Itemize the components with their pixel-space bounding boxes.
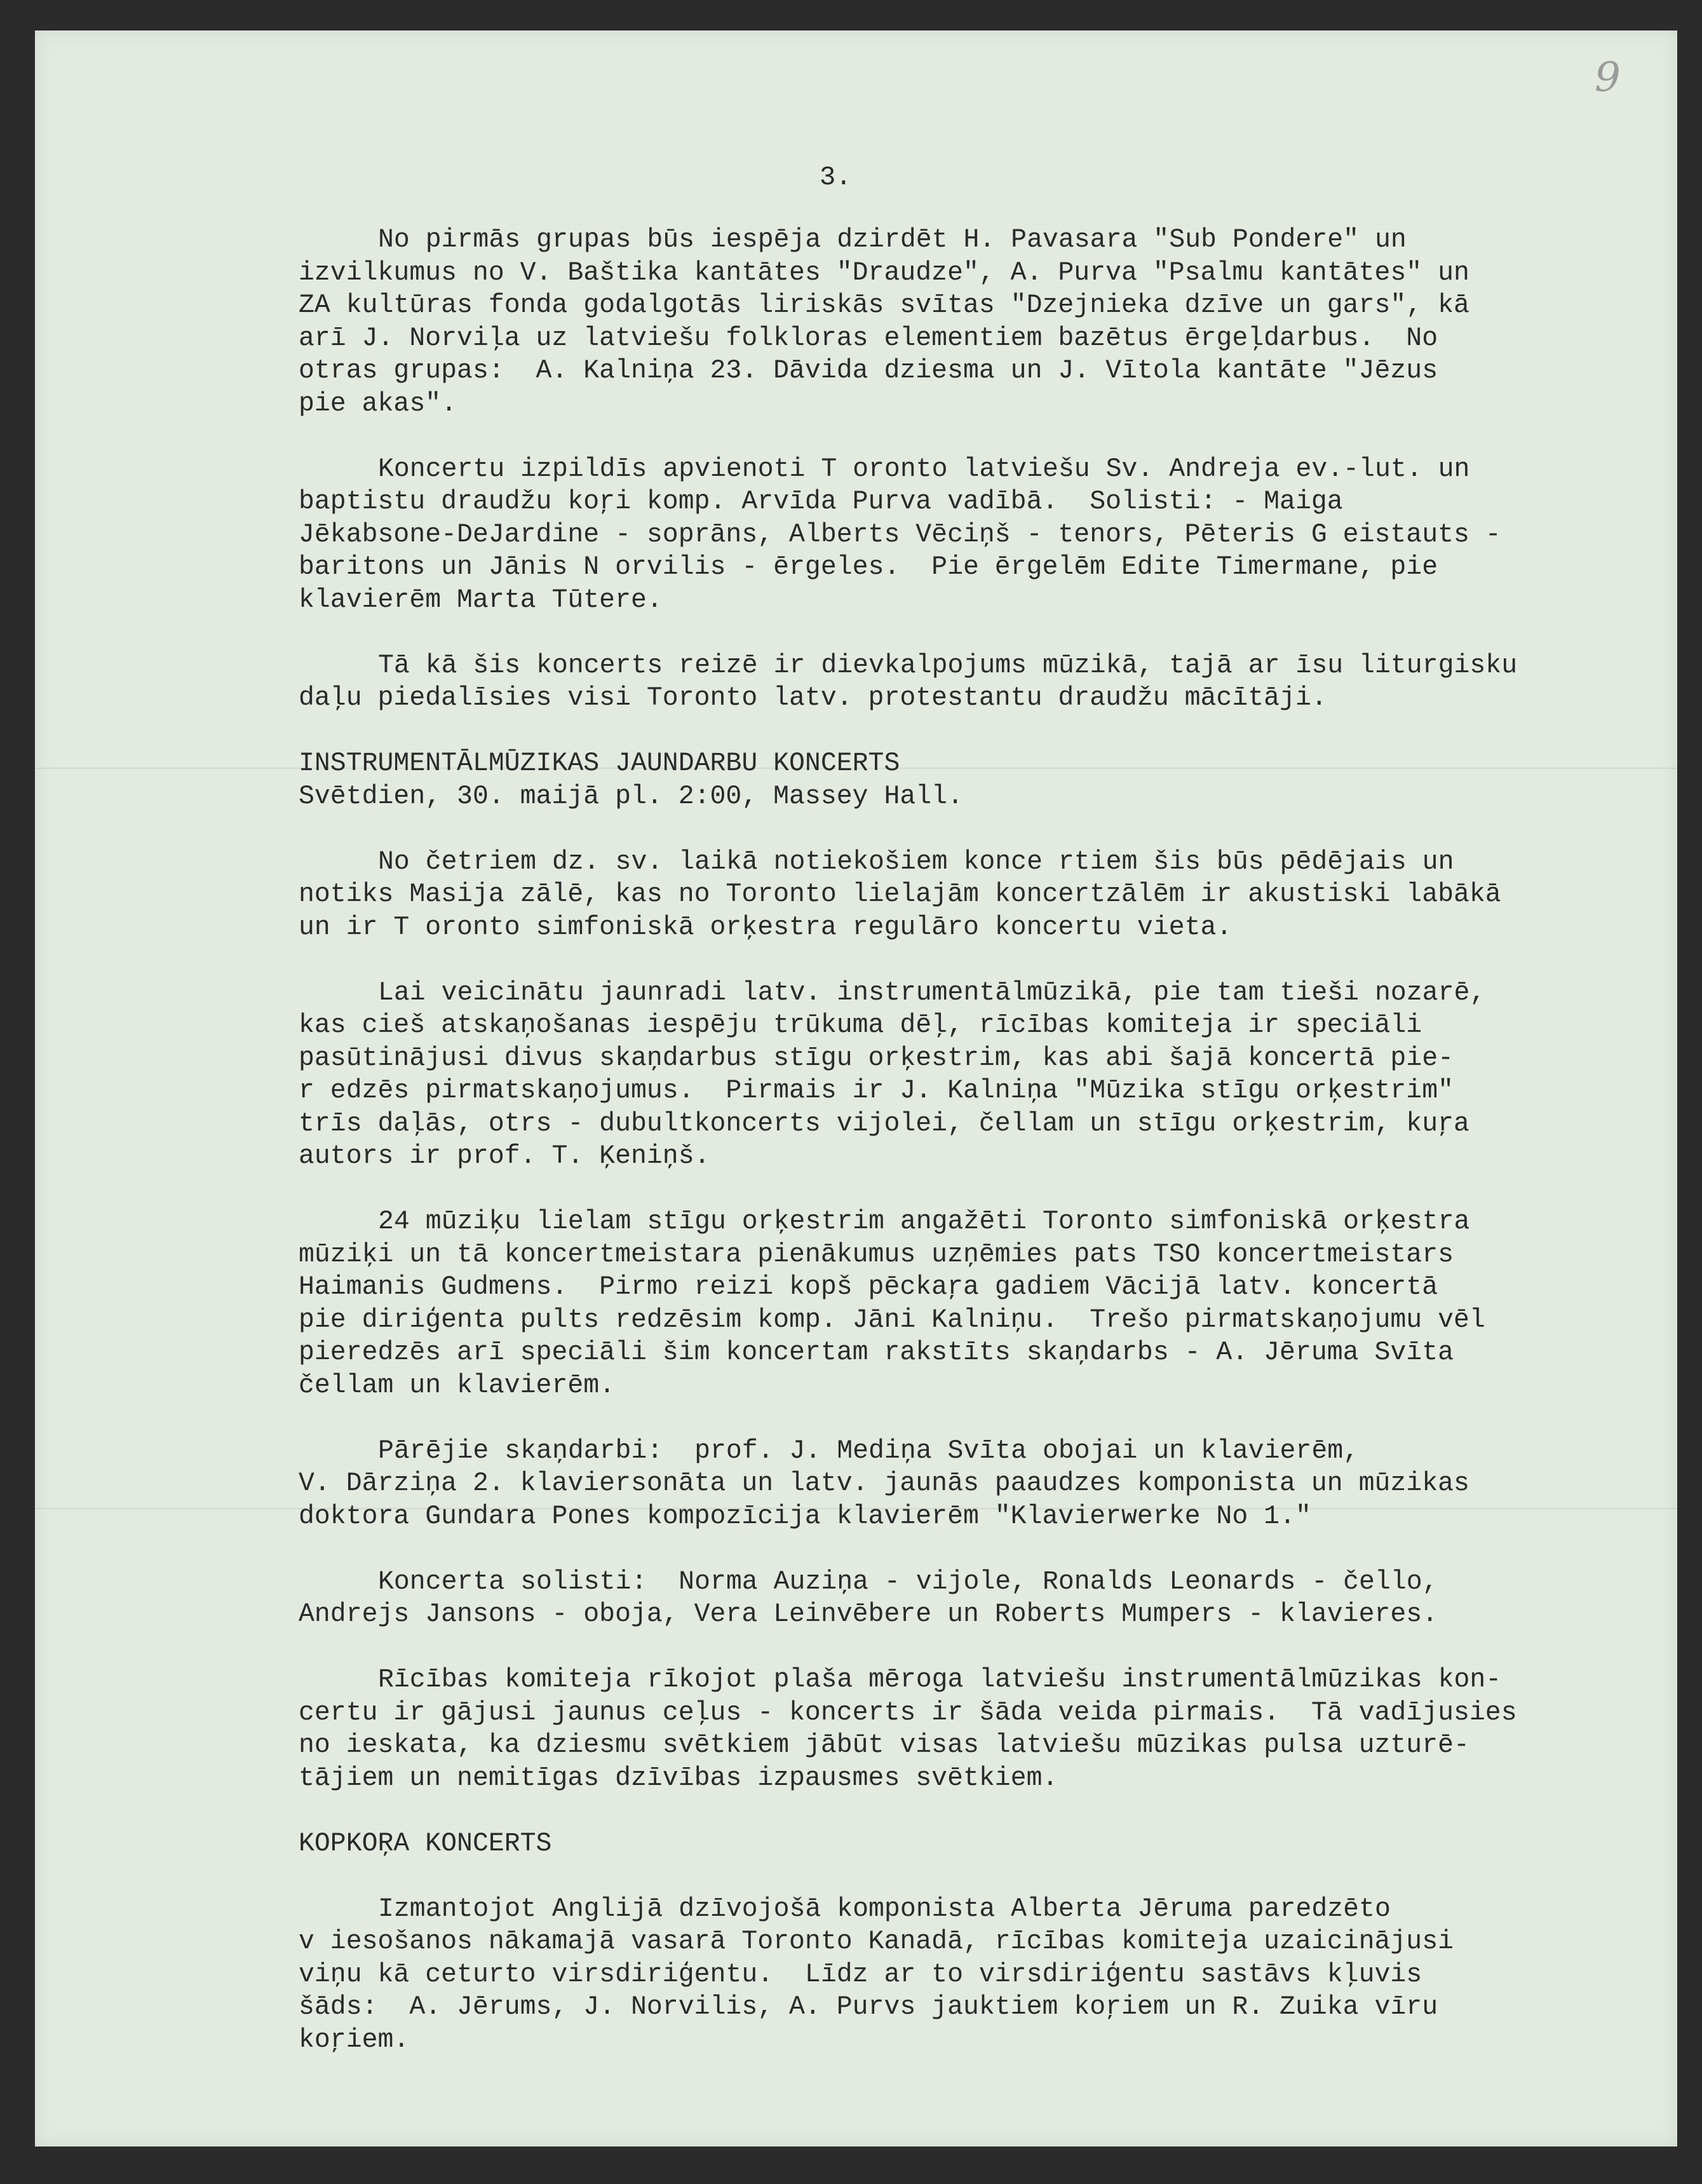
section-heading <box>299 747 1569 813</box>
text-line: Koncertu izpildīs apvienoti T oronto latviešu Sv. Andreja ev.-lut. un <box>378 454 1470 484</box>
text-line: notiks Masija zālē, kas no Toronto lielajām koncertzālēm ir akustiski labākā <box>299 879 1501 909</box>
paragraph <box>299 1205 1569 1402</box>
text-line: Haimanis Gudmens. Pirmo reizi kopš pēckaŗa gadiem Vācijā latv. koncertā <box>299 1272 1438 1302</box>
text-line: v iesošanos nākamajā vasarā Toronto Kanadā, rīcības komiteja uzaicinājusi <box>299 1927 1454 1957</box>
text-line: no ieskata, ka dziesmu svētkiem jābūt visas latviešu mūzikas pulsa uzturē- <box>299 1730 1469 1760</box>
text-line: kas cieš atskaņošanas iespēju trūkuma dēļ, rīcības komiteja ir speciāli <box>299 1010 1422 1040</box>
text-line: doktora Gundara Pones kompozīcija klavierēm "Klavierwerke No 1." <box>299 1501 1311 1531</box>
text-line: pasūtinājusi divus skaņdarbus stīgu orķestrim, kas abi šajā koncertā pie- <box>299 1043 1454 1073</box>
paragraph <box>299 846 1569 944</box>
text-line: Jēkabsone-DeJardine - soprāns, Alberts Vēciņš - tenors, Pēteris G eistauts - <box>299 519 1501 550</box>
text-line: pie akas". <box>299 388 457 419</box>
text-line: baritons un Jānis N orvilis - ērgeles. Pie ērgelēm Edite Timermane, pie <box>299 552 1438 582</box>
paragraph <box>299 649 1569 715</box>
text-line: Rīcības komiteja rīkojot plaša mēroga latviešu instrumentālmūzikas kon- <box>378 1665 1502 1695</box>
text-line: Andrejs Jansons - oboja, Vera Leinvēbere un Roberts Mumpers - klavieres. <box>299 1599 1438 1629</box>
text-line: viņu kā ceturto virsdiriģentu. Līdz ar to virsdiriģentu sastāvs kļuvis <box>299 1959 1422 1990</box>
text-line: No četriem dz. sv. laikā notiekošiem konce rtiem šis būs pēdējais un <box>378 846 1454 877</box>
text-line: tājiem un nemitīgas dzīvības izpausmes svētkiem. <box>299 1763 1058 1793</box>
document-body <box>299 224 1569 2089</box>
handwritten-page-mark: 9 <box>1595 54 1621 101</box>
text-line: pie diriģenta pults redzēsim komp. Jāni Kalniņu. Trešo pirmatskaņojumu vēl <box>299 1305 1485 1335</box>
paragraph <box>299 1893 1569 2057</box>
text-line: ZA kultūras fonda godalgotās liriskās svītas "Dzejnieka dzīve un gars", kā <box>299 290 1469 320</box>
text-line: KOPKOŖA KONCERTS <box>299 1828 552 1859</box>
text-line: un ir T oronto simfoniskā orķestra regulāro koncertu vieta. <box>299 912 1233 942</box>
text-line: Koncerta solisti: Norma Auziņa - vijole, Ronalds Leonards - čello, <box>378 1566 1438 1597</box>
text-line: arī J. Norviļa uz latviešu folkloras elementiem bazētus ērgeļdarbus. No <box>299 323 1438 353</box>
text-line: certu ir gājusi jaunus ceļus - koncerts ir šāda veida pirmais. Tā vadījusies <box>299 1697 1517 1728</box>
text-line: r edzēs pirmatskaņojumus. Pirmais ir J. Kalniņa "Mūzika stīgu orķestrim" <box>299 1076 1454 1106</box>
text-line: baptistu draudžu koŗi komp. Arvīda Purva vadībā. Solisti: - Maiga <box>299 487 1343 517</box>
text-line: šāds: A. Jērums, J. Norvilis, A. Purvs jauktiem koŗiem un R. Zuika vīru <box>299 1992 1438 2022</box>
text-line: daļu piedalīsies visi Toronto latv. protestantu draudžu mācītāji. <box>299 683 1327 713</box>
text-line: čellam un klavierēm. <box>299 1370 616 1401</box>
text-line: Pārējie skaņdarbi: prof. J. Mediņa Svīta obojai un klavierēm, <box>378 1435 1360 1466</box>
text-line: pieredzēs arī speciāli šim koncertam rakstīts skaņdarbs - A. Jēruma Svīta <box>299 1338 1454 1367</box>
text-line: V. Dārziņa 2. klaviersonāta un latv. jaunās paaudzes komponista un mūzikas <box>299 1468 1469 1498</box>
text-line: autors ir prof. T. Ķeniņš. <box>299 1141 710 1171</box>
paragraph <box>299 1435 1569 1533</box>
text-line: Svētdien, 30. maijā pl. 2:00, Massey Hall. <box>299 781 963 811</box>
text-line: izvilkumus no V. Baštika kantātes "Draudze", A. Purva "Psalmu kantātes" un <box>299 257 1469 288</box>
text-line: Lai veicinātu jaunradi latv. instrumentālmūzikā, pie tam tieši nozarē, <box>378 977 1486 1008</box>
paragraph <box>299 1664 1569 1794</box>
text-line: trīs daļās, otrs - dubultkoncerts vijolei, čellam un stīgu orķestrim, kuŗa <box>299 1108 1469 1139</box>
text-line: klavierēm Marta Tūtere. <box>299 585 663 615</box>
paragraph <box>299 1566 1569 1631</box>
text-line: koŗiem. <box>299 2025 410 2055</box>
text-line: Izmantojot Anglijā dzīvojošā komponista Alberta Jēruma paredzēto <box>378 1894 1391 1924</box>
text-line: 24 mūziķu lielam stīgu orķestrim angažēti Toronto simfoniskā orķestra <box>378 1207 1470 1237</box>
text-line: INSTRUMENTĀLMŪZIKAS JAUNDARBU KONCERTS <box>299 749 900 778</box>
paragraph <box>299 224 1569 420</box>
text-line: otras grupas: A. Kalniņa 23. Dāvida dziesma un J. Vītola kantāte "Jēzus <box>299 356 1438 386</box>
paragraph <box>299 977 1569 1173</box>
text-line: Tā kā šis koncerts reizē ir dievkalpojums mūzikā, tajā ar īsu liturgisku <box>378 650 1518 681</box>
page-number: 3. <box>820 162 852 193</box>
text-line: mūziķi un tā koncertmeistara pienākumus uzņēmies pats TSO koncertmeistars <box>299 1239 1454 1270</box>
paragraph <box>299 453 1569 617</box>
text-line: No pirmās grupas būs iespēja dzirdēt H. Pavasara "Sub Pondere" un <box>378 225 1407 255</box>
section-heading <box>299 1828 1569 1861</box>
